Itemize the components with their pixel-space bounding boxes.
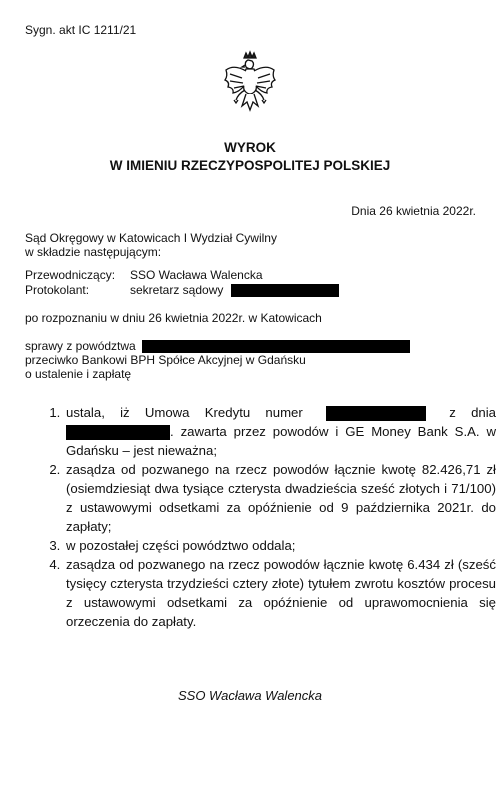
case-subject: o ustalenie i zapłatę bbox=[25, 367, 132, 382]
court-name: Sąd Okręgowy w Katowicach I Wydział Cywilny bbox=[25, 231, 277, 245]
document-subtitle: W IMIENIU RZECZYPOSPOLITEJ POLSKIEJ bbox=[109, 158, 391, 173]
clerk-row bbox=[25, 283, 339, 297]
chair-row bbox=[25, 268, 263, 282]
redaction-box bbox=[231, 284, 339, 297]
case-defendant: przeciwko Bankowi BPH Spółce Akcyjnej w Gdańsku bbox=[25, 353, 306, 368]
ruling-item: 1. ustala, iż Umowa Kredytu numer z dnia . zawarta przez powodów i GE Money Bank S.A. w Gdańsku – jest nieważna; bbox=[64, 403, 496, 460]
court-info bbox=[25, 231, 277, 259]
court-composition-intro: w składzie następującym: bbox=[25, 245, 162, 259]
judgment-date: Dnia 26 kwietnia 2022r. bbox=[351, 204, 476, 218]
redaction-box bbox=[142, 340, 410, 353]
ruling-item: 2. zasądza od pozwanego na rzecz powodów łącznie kwotę 82.426,71 zł (osiemdziesiąt dwa tysiące czterysta dwadzieścia sześć złotych i 71/100) z ustawowymi odsetkami za opóźnienie od 9 października 2021r. do zapłaty; bbox=[64, 460, 496, 536]
chair-label: Przewodniczący: bbox=[25, 268, 116, 282]
hearing-info: po rozpoznaniu w dniu 26 kwietnia 2022r. w Katowicach bbox=[25, 311, 322, 325]
clerk-value: sekretarz sądowy bbox=[130, 283, 224, 297]
ruling-item: 3. w pozostałej części powództwo oddala; bbox=[64, 536, 496, 555]
case-plaintiff-line bbox=[25, 339, 485, 353]
chair-value: SSO Wacława Walencka bbox=[130, 268, 263, 282]
judge-signature: SSO Wacława Walencka bbox=[177, 688, 323, 703]
case-description bbox=[25, 339, 485, 381]
redaction-box bbox=[326, 406, 426, 421]
clerk-label: Protokolant: bbox=[25, 283, 90, 297]
plaintiff-label: sprawy z powództwa bbox=[25, 339, 136, 353]
polish-eagle-icon bbox=[222, 50, 278, 118]
case-number: Sygn. akt IC 1211/21 bbox=[25, 23, 137, 37]
ruling-item: 4. zasądza od pozwanego na rzecz powodów łącznie kwotę 6.434 zł (sześć tysięcy czterysta trzydzieści cztery złote) tytułem zwrotu kosztów procesu z ustawowymi odsetkami za opóźnienie od uprawomocnienia się orzeczenia do zapłaty. bbox=[64, 555, 496, 631]
document-title: WYROK bbox=[224, 140, 276, 155]
redaction-box bbox=[66, 425, 170, 440]
rulings-list bbox=[40, 403, 496, 631]
